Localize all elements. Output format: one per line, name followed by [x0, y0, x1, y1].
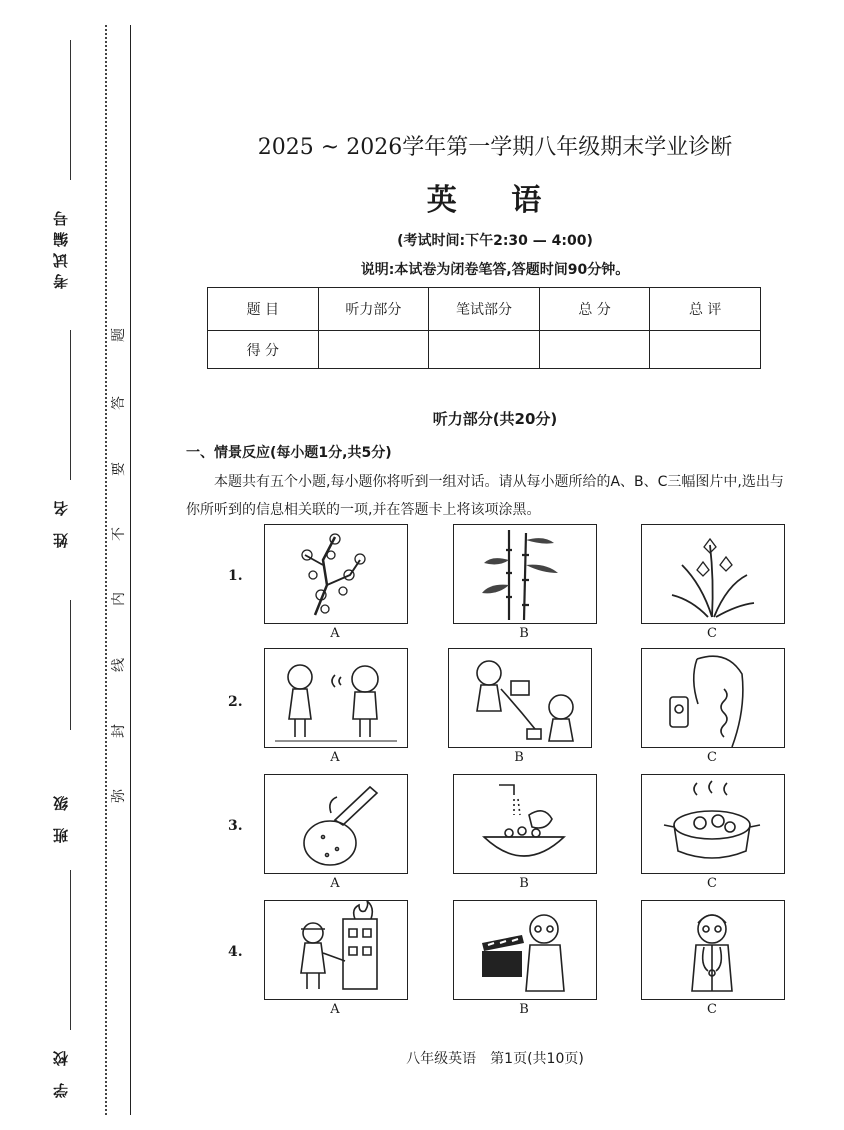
peeling-potato-icon — [265, 775, 407, 873]
option-label: B — [514, 750, 524, 765]
option-label: A — [330, 1002, 340, 1017]
exam-number-underline — [70, 40, 71, 180]
plum-blossom-icon — [265, 525, 407, 623]
film-director-icon — [454, 901, 596, 999]
cooking-pot-icon — [642, 775, 784, 873]
school-label: 学 校 — [52, 1045, 70, 1099]
score-table — [207, 287, 761, 369]
option-label: A — [330, 626, 340, 641]
seal-char: 弥 — [111, 789, 127, 803]
kids-talking-icon — [265, 649, 407, 747]
option-label: B — [519, 626, 529, 641]
q2-option-b-picture[interactable] — [448, 648, 592, 748]
page-footer: 八年级英语 第1页(共10页) — [406, 1051, 584, 1067]
written-score-cell[interactable] — [429, 331, 540, 369]
score-table-header-row — [208, 288, 761, 331]
girl-video-call-icon — [642, 649, 784, 747]
seal-char: 封 — [111, 724, 127, 738]
option-label: C — [707, 1002, 717, 1017]
orchid-icon — [642, 525, 784, 623]
firefighter-icon — [265, 901, 407, 999]
name-label: 姓 名 — [52, 495, 70, 549]
q3-option-c-picture[interactable] — [641, 774, 785, 874]
question-number: 3. — [228, 818, 243, 834]
bamboo-icon — [454, 525, 596, 623]
q1-option-c-picture[interactable] — [641, 524, 785, 624]
option-label: B — [519, 1002, 529, 1017]
exam-number-label: 考试编号 — [52, 205, 70, 289]
name-underline — [70, 330, 71, 480]
score-header-cell: 笔试部分 — [429, 288, 540, 331]
seal-dotted-line — [105, 25, 107, 1115]
section-title: 一、情景反应(每小题1分,共5分) — [186, 445, 392, 461]
exam-note: 说明:本试卷为闭卷笔答,答题时间90分钟。 — [360, 262, 630, 278]
class-underline — [70, 600, 71, 730]
option-label: A — [330, 750, 340, 765]
score-table-score-row — [208, 331, 761, 369]
question-number: 2. — [228, 694, 243, 710]
option-label: A — [330, 876, 340, 891]
margin-solid-line — [130, 25, 131, 1115]
seal-char: 答 — [111, 396, 127, 410]
seal-char: 要 — [111, 462, 127, 476]
score-header-cell: 听力部分 — [318, 288, 429, 331]
kids-phone-call-icon — [449, 649, 591, 747]
question-number: 4. — [228, 944, 243, 960]
exam-time: (考试时间:下午2:30 — 4:00) — [397, 233, 593, 249]
seal-char: 线 — [111, 658, 127, 672]
class-label: 班 级 — [52, 790, 70, 844]
score-header-cell: 总 评 — [650, 288, 761, 331]
option-label: B — [519, 876, 529, 891]
question-number: 1. — [228, 568, 243, 584]
q3-option-b-picture[interactable] — [453, 774, 597, 874]
q1-option-b-picture[interactable] — [453, 524, 597, 624]
section-instruction: 本题共有五个小题,每小题你将听到一组对话。请从每小题所给的A、B、C三幅图片中,选出与你所听到的信息相关联的一项,并在答题卡上将该项涂黑。 — [186, 474, 784, 518]
q1-option-a-picture[interactable] — [264, 524, 408, 624]
doctor-icon — [642, 901, 784, 999]
q2-option-a-picture[interactable] — [264, 648, 408, 748]
seal-char: 不 — [111, 527, 127, 541]
score-row-label: 得 分 — [208, 331, 319, 369]
binding-margin — [0, 0, 140, 1130]
exam-title: 2025 ~ 2026学年第一学期八年级期末学业诊断 — [257, 135, 733, 160]
listening-part-title: 听力部分(共20分) — [432, 410, 558, 428]
total-score-cell[interactable] — [539, 331, 650, 369]
school-underline — [70, 870, 71, 1030]
seal-char: 题 — [111, 328, 127, 342]
option-label: C — [707, 876, 717, 891]
washing-vegetables-icon — [454, 775, 596, 873]
option-label: C — [707, 750, 717, 765]
q4-option-b-picture[interactable] — [453, 900, 597, 1000]
q4-option-a-picture[interactable] — [264, 900, 408, 1000]
score-header-cell: 题 目 — [208, 288, 319, 331]
q3-option-a-picture[interactable] — [264, 774, 408, 874]
listening-score-cell[interactable] — [318, 331, 429, 369]
score-header-cell: 总 分 — [539, 288, 650, 331]
subject-title: 英 语 — [426, 183, 564, 218]
overall-comment-cell[interactable] — [650, 331, 761, 369]
seal-char: 内 — [111, 592, 127, 606]
option-label: C — [707, 626, 717, 641]
q2-option-c-picture[interactable] — [641, 648, 785, 748]
q4-option-c-picture[interactable] — [641, 900, 785, 1000]
